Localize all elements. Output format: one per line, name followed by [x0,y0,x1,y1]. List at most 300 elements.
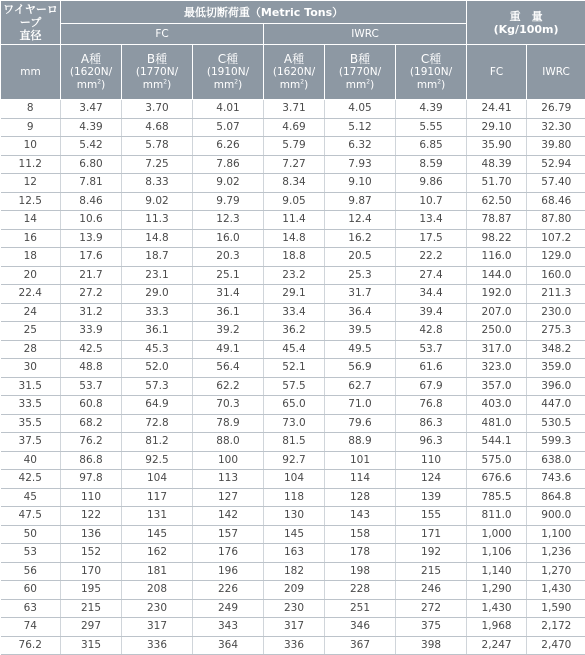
table-cell: 447.0 [527,396,585,415]
table-cell: 22.2 [396,248,467,267]
table-row [1,285,585,304]
table-cell: 110 [396,451,467,470]
table-cell: 1,000 [467,525,527,544]
table-cell: 152 [61,544,122,563]
table-cell: 10.6 [61,211,122,230]
table-cell: 544.1 [467,433,527,452]
table-cell: 92.5 [122,451,193,470]
table-cell: 209 [264,581,325,600]
table-cell: 1,270 [527,562,585,581]
table-cell: 30 [1,359,61,378]
table-cell: 142 [193,507,264,526]
table-cell: 53.7 [61,377,122,396]
table-cell: 6.32 [325,137,396,156]
table-cell: 1,968 [467,618,527,637]
weight-header: 重 量 (Kg/100m) [467,1,585,45]
table-cell: 130 [264,507,325,526]
table-cell: 228 [325,581,396,600]
table-cell: 403.0 [467,396,527,415]
table-cell: 98.22 [467,229,527,248]
table-cell: 62.2 [193,377,264,396]
table-cell: 215 [396,562,467,581]
grade-header: A種 (1620N/ $mm^2$) [264,45,325,100]
table-cell: 52.94 [527,155,585,174]
table-cell: 785.5 [467,488,527,507]
table-cell: 7.25 [122,155,193,174]
table-cell: 27.4 [396,266,467,285]
breaking-load-header: 最低切断荷重（Metric Tons） [61,1,467,24]
table-cell: 56 [1,562,61,581]
table-cell: 16.2 [325,229,396,248]
table-row [1,599,585,618]
table-body [1,100,585,655]
table-cell: 9.05 [264,192,325,211]
table-cell: 131 [122,507,193,526]
fc-group-header: FC [61,24,264,45]
table-row [1,359,585,378]
table-cell: 57.5 [264,377,325,396]
table-cell: 32.30 [527,118,585,137]
table-cell: 62.50 [467,192,527,211]
table-cell: 145 [122,525,193,544]
table-cell: 33.9 [61,322,122,341]
table-cell: 71.0 [325,396,396,415]
table-cell: 297 [61,618,122,637]
table-cell: 39.4 [396,303,467,322]
table-cell: 31.2 [61,303,122,322]
table-cell: 139 [396,488,467,507]
table-row [1,192,585,211]
table-cell: 25.1 [193,266,264,285]
table-cell: 104 [122,470,193,489]
table-row [1,433,585,452]
table-cell: 16 [1,229,61,248]
table-cell: 743.6 [527,470,585,489]
table-cell: 36.1 [193,303,264,322]
table-cell: 18 [1,248,61,267]
table-cell: 39.80 [527,137,585,156]
table-cell: 336 [264,636,325,655]
table-cell: 246 [396,581,467,600]
table-cell: 9.79 [193,192,264,211]
diameter-unit-header: mm [1,45,61,100]
table-cell: 864.8 [527,488,585,507]
table-cell: 6.26 [193,137,264,156]
table-cell: 36.4 [325,303,396,322]
table-cell: 56.4 [193,359,264,378]
weight-iwrc-header: IWRC [527,45,585,100]
table-row [1,100,585,119]
table-cell: 7.93 [325,155,396,174]
table-cell: 5.42 [61,137,122,156]
table-cell: 33.4 [264,303,325,322]
table-cell: 49.1 [193,340,264,359]
table-cell: 49.5 [325,340,396,359]
table-row [1,174,585,193]
table-cell: 40 [1,451,61,470]
table-cell: 42.8 [396,322,467,341]
table-cell: 81.5 [264,433,325,452]
table-cell: 10.7 [396,192,467,211]
table-cell: 157 [193,525,264,544]
table-cell: 136 [61,525,122,544]
table-row [1,636,585,655]
rope-diameter-header: ワイヤーロープ 直径 [1,1,61,45]
table-cell: 16.0 [193,229,264,248]
table-cell: 20.3 [193,248,264,267]
table-cell: 68.2 [61,414,122,433]
table-cell: 18.7 [122,248,193,267]
table-cell: 160.0 [527,266,585,285]
table-cell: 42.5 [61,340,122,359]
table-row [1,118,585,137]
table-cell: 171 [396,525,467,544]
table-cell: 4.69 [264,118,325,137]
table-cell: 207.0 [467,303,527,322]
table-cell: 74 [1,618,61,637]
table-cell: 20 [1,266,61,285]
table-cell: 176 [193,544,264,563]
table-cell: 35.5 [1,414,61,433]
table-cell: 48.39 [467,155,527,174]
table-cell: 3.47 [61,100,122,119]
table-cell: 33.5 [1,396,61,415]
table-cell: 104 [264,470,325,489]
table-cell: 122 [61,507,122,526]
table-row [1,322,585,341]
table-cell: 346 [325,618,396,637]
table-row [1,266,585,285]
table-cell: 1,290 [467,581,527,600]
table-cell: 599.3 [527,433,585,452]
table-cell: 11.2 [1,155,61,174]
table-cell: 45.3 [122,340,193,359]
table-cell: 110 [61,488,122,507]
table-cell: 52.1 [264,359,325,378]
table-cell: 128 [325,488,396,507]
table-cell: 39.2 [193,322,264,341]
table-cell: 275.3 [527,322,585,341]
table-cell: 4.39 [61,118,122,137]
table-cell: 29.10 [467,118,527,137]
table-cell: 1,430 [467,599,527,618]
table-cell: 39.5 [325,322,396,341]
iwrc-group-header: IWRC [264,24,467,45]
table-cell: 343 [193,618,264,637]
table-cell: 62.7 [325,377,396,396]
table-cell: 72.8 [122,414,193,433]
table-cell: 31.5 [1,377,61,396]
table-cell: 5.55 [396,118,467,137]
table-cell: 315 [61,636,122,655]
table-cell: 375 [396,618,467,637]
table-cell: 57.3 [122,377,193,396]
table-cell: 31.7 [325,285,396,304]
table-cell: 68.46 [527,192,585,211]
table-cell: 45.4 [264,340,325,359]
table-row [1,507,585,526]
table-cell: 4.68 [122,118,193,137]
grade-header: A種 (1620N/ $mm^2$) [61,45,122,100]
table-cell: 251 [325,599,396,618]
table-cell: 56.9 [325,359,396,378]
table-header [1,1,585,100]
table-cell: 124 [396,470,467,489]
table-cell: 96.3 [396,433,467,452]
table-cell: 63 [1,599,61,618]
grade-header: B種 (1770N/ $mm^2$) [122,45,193,100]
grade-header: C種 (1910N/ $mm^2$) [396,45,467,100]
table-cell: 53.7 [396,340,467,359]
table-cell: 57.40 [527,174,585,193]
table-cell: 127 [193,488,264,507]
table-cell: 1,236 [527,544,585,563]
table-cell: 4.39 [396,100,467,119]
table-row [1,525,585,544]
table-cell: 88.0 [193,433,264,452]
table-cell: 60 [1,581,61,600]
table-cell: 13.9 [61,229,122,248]
table-cell: 811.0 [467,507,527,526]
table-cell: 42.5 [1,470,61,489]
table-cell: 35.90 [467,137,527,156]
table-cell: 36.1 [122,322,193,341]
table-cell: 67.9 [396,377,467,396]
table-cell: 81.2 [122,433,193,452]
table-cell: 7.86 [193,155,264,174]
table-row [1,562,585,581]
table-cell: 196 [193,562,264,581]
table-cell: 9.10 [325,174,396,193]
table-row [1,544,585,563]
table-cell: 37.5 [1,433,61,452]
table-cell: 7.27 [264,155,325,174]
table-cell: 9.02 [122,192,193,211]
table-cell: 17.6 [61,248,122,267]
table-cell: 192.0 [467,285,527,304]
table-cell: 118 [264,488,325,507]
table-cell: 14.8 [264,229,325,248]
table-cell: 155 [396,507,467,526]
table-cell: 65.0 [264,396,325,415]
table-cell: 1,430 [527,581,585,600]
table-cell: 676.6 [467,470,527,489]
table-cell: 78.87 [467,211,527,230]
table-cell: 36.2 [264,322,325,341]
table-cell: 8.46 [61,192,122,211]
table-cell: 76.2 [1,636,61,655]
table-cell: 198 [325,562,396,581]
table-cell: 14.8 [122,229,193,248]
table-cell: 4.05 [325,100,396,119]
table-cell: 230 [122,599,193,618]
table-row [1,470,585,489]
table-cell: 367 [325,636,396,655]
table-cell: 5.07 [193,118,264,137]
table-cell: 50 [1,525,61,544]
table-cell: 230 [264,599,325,618]
table-cell: 21.7 [61,266,122,285]
table-cell: 116.0 [467,248,527,267]
table-cell: 208 [122,581,193,600]
table-cell: 11.4 [264,211,325,230]
table-cell: 23.1 [122,266,193,285]
table-cell: 107.2 [527,229,585,248]
table-cell: 117 [122,488,193,507]
table-cell: 211.3 [527,285,585,304]
table-cell: 1,140 [467,562,527,581]
table-cell: 1,100 [527,525,585,544]
table-cell: 481.0 [467,414,527,433]
table-cell: 12.4 [325,211,396,230]
table-cell: 2,247 [467,636,527,655]
table-cell: 530.5 [527,414,585,433]
table-cell: 9.87 [325,192,396,211]
table-cell: 101 [325,451,396,470]
table-cell: 162 [122,544,193,563]
table-cell: 357.0 [467,377,527,396]
table-cell: 5.79 [264,137,325,156]
table-cell: 6.85 [396,137,467,156]
table-cell: 170 [61,562,122,581]
table-cell: 24.41 [467,100,527,119]
table-cell: 9.02 [193,174,264,193]
table-cell: 18.8 [264,248,325,267]
table-cell: 143 [325,507,396,526]
table-row [1,488,585,507]
table-cell: 47.5 [1,507,61,526]
table-cell: 29.1 [264,285,325,304]
table-cell: 182 [264,562,325,581]
table-cell: 364 [193,636,264,655]
table-cell: 317.0 [467,340,527,359]
table-row [1,211,585,230]
table-cell: 78.9 [193,414,264,433]
table-cell: 5.78 [122,137,193,156]
table-cell: 26.79 [527,100,585,119]
table-cell: 28 [1,340,61,359]
table-cell: 8.33 [122,174,193,193]
table-cell: 215 [61,599,122,618]
table-cell: 195 [61,581,122,600]
table-cell: 181 [122,562,193,581]
table-cell: 1,590 [527,599,585,618]
table-cell: 575.0 [467,451,527,470]
table-cell: 76.2 [61,433,122,452]
weight-fc-header: FC [467,45,527,100]
table-cell: 398 [396,636,467,655]
table-cell: 900.0 [527,507,585,526]
grade-header: C種 (1910N/ $mm^2$) [193,45,264,100]
table-cell: 20.5 [325,248,396,267]
table-cell: 86.8 [61,451,122,470]
table-cell: 3.71 [264,100,325,119]
table-cell: 17.5 [396,229,467,248]
table-cell: 48.8 [61,359,122,378]
table-cell: 6.80 [61,155,122,174]
table-cell: 323.0 [467,359,527,378]
table-cell: 8.59 [396,155,467,174]
table-cell: 64.9 [122,396,193,415]
table-cell: 10 [1,137,61,156]
table-cell: 51.70 [467,174,527,193]
table-cell: 226 [193,581,264,600]
table-cell: 4.01 [193,100,264,119]
table-cell: 192 [396,544,467,563]
table-cell: 250.0 [467,322,527,341]
table-cell: 336 [122,636,193,655]
table-cell: 70.3 [193,396,264,415]
table-cell: 114 [325,470,396,489]
table-cell: 8 [1,100,61,119]
table-cell: 100 [193,451,264,470]
table-cell: 163 [264,544,325,563]
table-cell: 1,106 [467,544,527,563]
table-cell: 61.6 [396,359,467,378]
table-cell: 129.0 [527,248,585,267]
table-cell: 638.0 [527,451,585,470]
table-cell: 9 [1,118,61,137]
table-cell: 144.0 [467,266,527,285]
table-cell: 24 [1,303,61,322]
table-cell: 73.0 [264,414,325,433]
table-cell: 113 [193,470,264,489]
table-row [1,155,585,174]
table-cell: 145 [264,525,325,544]
table-row [1,377,585,396]
table-row [1,340,585,359]
table-cell: 92.7 [264,451,325,470]
table-cell: 88.9 [325,433,396,452]
table-row [1,137,585,156]
table-cell: 53 [1,544,61,563]
table-cell: 230.0 [527,303,585,322]
table-row [1,581,585,600]
table-cell: 158 [325,525,396,544]
table-row [1,618,585,637]
table-cell: 79.6 [325,414,396,433]
table-cell: 249 [193,599,264,618]
table-cell: 34.4 [396,285,467,304]
table-cell: 22.4 [1,285,61,304]
table-cell: 272 [396,599,467,618]
table-cell: 14 [1,211,61,230]
table-cell: 13.4 [396,211,467,230]
table-cell: 33.3 [122,303,193,322]
grade-header: B種 (1770N/ $mm^2$) [325,45,396,100]
table-cell: 86.3 [396,414,467,433]
table-row [1,451,585,470]
table-cell: 12.3 [193,211,264,230]
table-row [1,396,585,415]
table-cell: 29.0 [122,285,193,304]
table-cell: 52.0 [122,359,193,378]
table-cell: 3.70 [122,100,193,119]
table-cell: 27.2 [61,285,122,304]
table-cell: 12.5 [1,192,61,211]
table-cell: 60.8 [61,396,122,415]
table-cell: 45 [1,488,61,507]
table-cell: 2,470 [527,636,585,655]
table-cell: 31.4 [193,285,264,304]
table-cell: 2,172 [527,618,585,637]
table-cell: 97.8 [61,470,122,489]
table-row [1,248,585,267]
table-cell: 348.2 [527,340,585,359]
table-cell: 9.86 [396,174,467,193]
table-cell: 317 [264,618,325,637]
table-row [1,303,585,322]
